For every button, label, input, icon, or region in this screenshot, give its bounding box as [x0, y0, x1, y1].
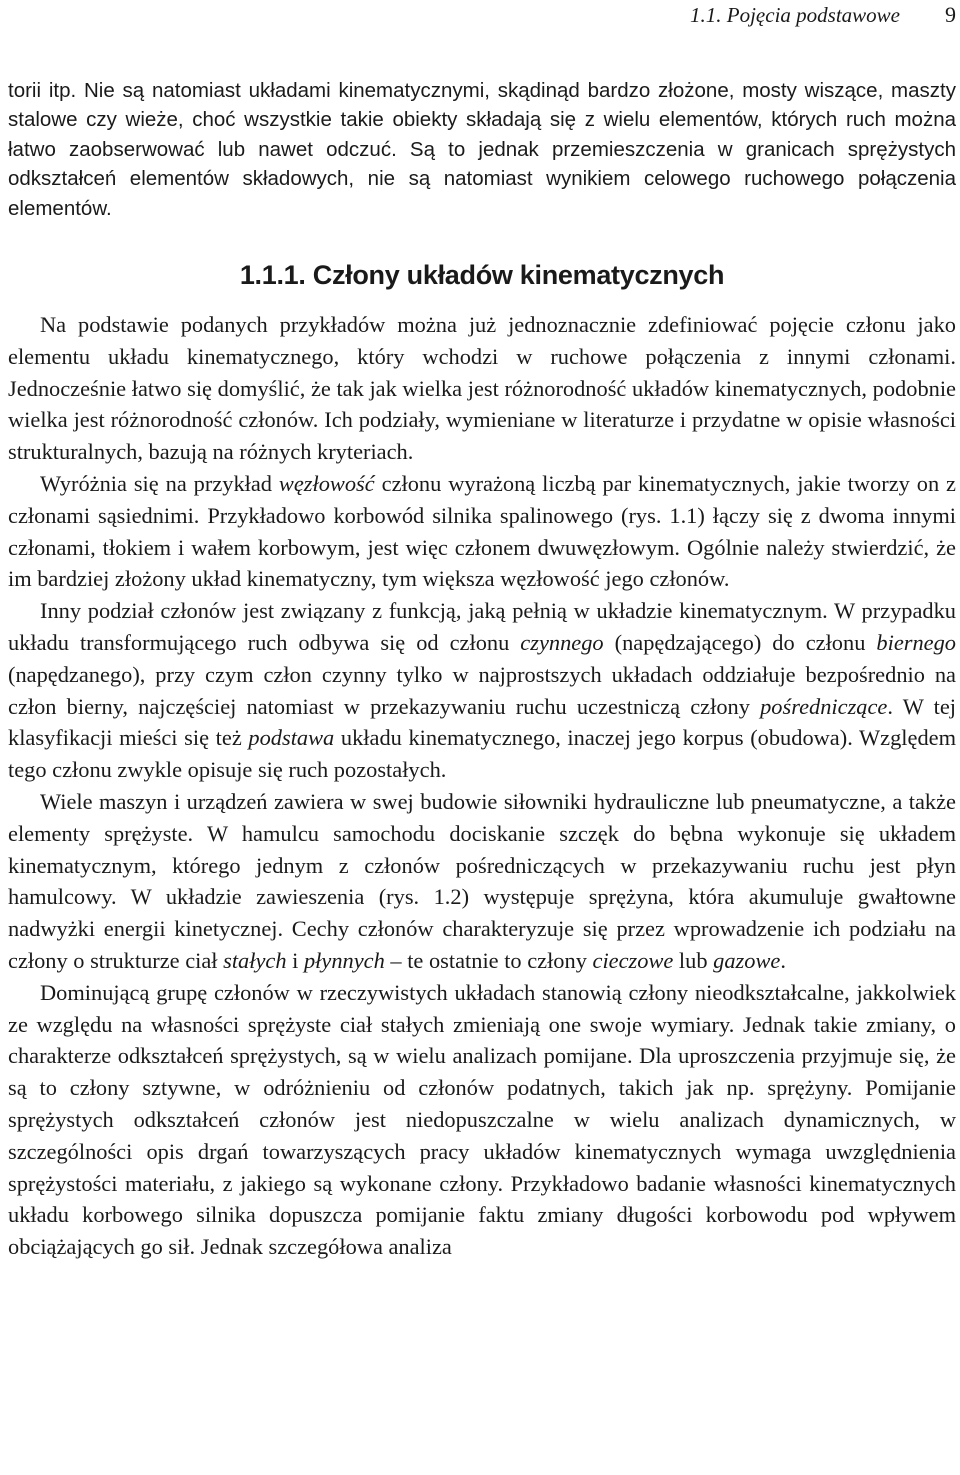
section-heading: 1.1.1. Człony układów kinematycznych	[239, 260, 725, 291]
paragraph-4	[8, 786, 956, 977]
text-run: układu kinematycznego, inaczej jego korpus (obudowa). Względem tego członu zwykle opisuje się ruch pozostałych.	[8, 725, 957, 783]
text-run: Wyróżnia się na przykład	[40, 471, 279, 497]
running-header	[8, 0, 956, 30]
term-italic: płynnych	[303, 947, 385, 973]
term-italic: stałych	[223, 947, 287, 973]
term-italic: węzłowość	[278, 471, 375, 497]
text-run: Wiele maszyn i urządzeń zawiera w swej budowie siłowniki hydrauliczne lub pneumatyczne, a także elementy sprężyste. W hamulcu samochodu dociskanie szczęk do bębna wykonuje się układem kinematycznym, którego jednym z członów pośredniczących w przekazywaniu ruchu jest płyn hamulcowy. W układzie zawieszenia (rys. 1.2) występuje sprężyna, która akumuluje gwałtowne nadwyżki energii kinetycznej. Cechy członów charakteryzuje się przez wprowadzenie ich podziału na człony o strukturze ciał	[8, 788, 956, 973]
text-run: – te ostatnie to człony	[384, 947, 593, 973]
page-number: 9	[945, 2, 956, 27]
section-body	[8, 309, 956, 1263]
term-italic: czynnego	[520, 630, 604, 655]
text-run: Inny podział członów jest związany z funkcją, jaką pełnią w układzie kinematycznym. W przypadku układu transformującego ruch odbywa się od członu	[8, 598, 956, 655]
term-italic: cieczowe	[592, 947, 674, 973]
text-run: członu wyrażoną liczbą par kinematycznych, jakie tworzy on z członami sąsiednimi. Przykładowo korbowód silnika spalinowego (rys. 1.1) łączy się z dwoma innymi członami, tłokiem i wałem korbowym, jest więc członem dwuwęzłowym. Ogólnie należy stwierdzić, że im bardziej złożony układ kinematyczny, tym większa węzłowość jego członów.	[8, 471, 956, 592]
term-italic: podstawa	[248, 725, 335, 751]
text-run: .	[780, 947, 786, 973]
text-run: (napędzającego) do członu	[603, 630, 877, 655]
paragraph-5: Dominującą grupę członów w rzeczywistych układach stanowią człony nieodkształcalne, jakkolwiek ze względu na własności sprężyste ciał stałych zmieniają one swoje wymiary. Jednak takie zmiany, o charakterze odkształceń sprężystych, są w wielu analizach pomijane. Dla uproszczenia przyjmuje się, że są to człony sztywne, w odróżnieniu od członów podatnych, takich jak np. sprężyny. Pomijanie sprężystych odkształceń członów jest niedopuszczalne w wielu analizach dynamicznych, w szczególności opis drgań towarzyszących pracy układów kinematycznych wymaga uwzględnienia sprężystości materiału, z jakiego są wykonane człony. Przykładowo badanie własności kinematycznych układu korbowego silnika dopuszcza pomijanie faktu zmiany długości korbowodu pod wpływem obciążających go sił. Jednak szczegółowa analiza	[8, 979, 956, 1260]
book-page	[8, 0, 956, 1263]
intro-paragraph: torii itp. Nie są natomiast układami kinematycznymi, skądinąd bardzo złożone, mosty wiszące, maszty stalowe czy wieże, choć wszystkie takie obiekty składają się z wielu elementów, których ruch można łatwo zaobserwować lub nawet odczuć. Są to jednak przemieszczenia w granicach sprężystych odkształceń elementów składowych, nie są natomiast wynikiem celowego ruchowego połączenia elementów.	[8, 79, 956, 220]
paragraph-1: Na podstawie podanych przykładów można już jednoznacznie zdefiniować pojęcie członu jako elementu układu kinematycznego, który wchodzi w ruchowe połączenia z innymi członami. Jednocześnie łatwo się domyślić, że tak jak wielka jest różnorodność układów kinematycznych, podobnie wielka jest różnorodność członów. Ich podziały, wymieniane w literaturze i przydatne w opisie własności strukturalnych, bazują na różnych kryteriach.	[8, 312, 956, 465]
text-run: . W tej klasyfikacji mieści się też	[8, 693, 956, 751]
paragraph-2	[8, 468, 956, 595]
term-italic: gazowe	[713, 947, 781, 973]
running-title: 1.1. Pojęcia podstawowe	[690, 3, 900, 27]
term-italic: pośredniczące	[760, 693, 888, 719]
text-run: (napędzanego), przy czym człon czynny tylko w najprostszych układach oddziałuje bezpośrednio na człon bierny, najczęściej natomiast w przekazywaniu ruchu uczestniczą człony	[8, 661, 956, 719]
text-run: i	[286, 947, 304, 973]
term-italic: biernego	[876, 630, 956, 655]
text-run: lub	[673, 947, 714, 973]
paragraph-3	[8, 595, 956, 786]
